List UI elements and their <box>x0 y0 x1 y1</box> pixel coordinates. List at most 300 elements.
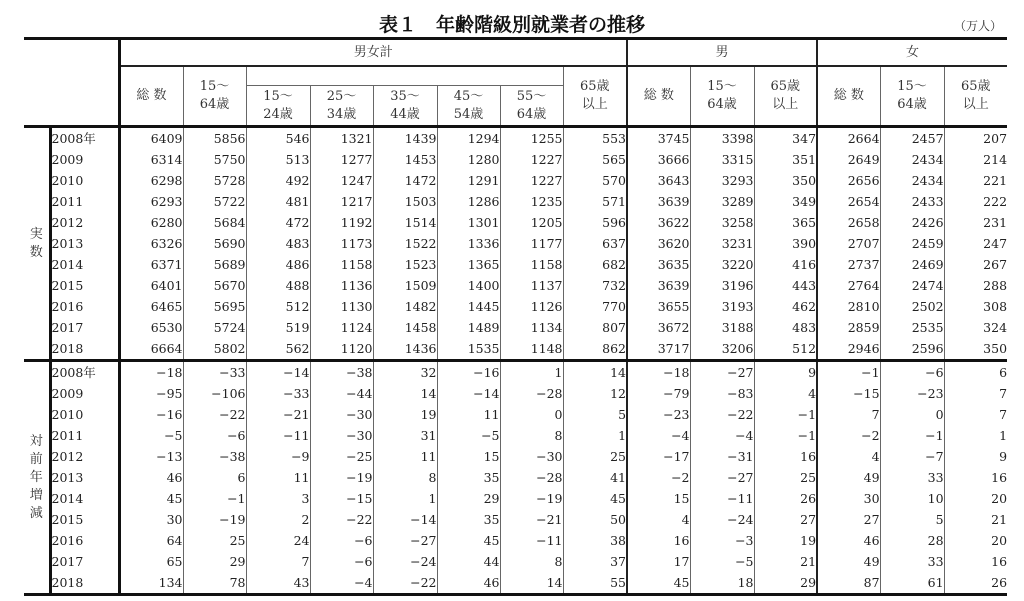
value-cell: −38 <box>183 446 246 467</box>
value-cell: −5 <box>119 425 183 446</box>
value-cell: −5 <box>437 425 500 446</box>
value-cell: 30 <box>817 488 880 509</box>
value-cell: 3643 <box>627 170 690 191</box>
value-cell: 481 <box>246 191 310 212</box>
value-cell: 350 <box>944 338 1007 361</box>
value-cell: 2946 <box>817 338 880 361</box>
value-cell: 7 <box>944 404 1007 425</box>
value-cell: 8 <box>373 467 437 488</box>
value-cell: 49 <box>817 551 880 572</box>
value-cell: 3639 <box>627 275 690 296</box>
value-cell: 486 <box>246 254 310 275</box>
header-male-65-over <box>754 66 817 127</box>
value-cell: −79 <box>627 383 690 404</box>
value-cell: 12 <box>563 383 627 404</box>
value-cell: −21 <box>246 404 310 425</box>
header-line: 65歳 <box>961 79 991 94</box>
value-cell: 347 <box>754 127 817 150</box>
value-cell: 1177 <box>500 233 563 254</box>
value-cell: 1227 <box>500 170 563 191</box>
value-cell: 1 <box>944 425 1007 446</box>
value-cell: −4 <box>627 425 690 446</box>
value-cell: 1134 <box>500 317 563 338</box>
value-cell: 2649 <box>817 149 880 170</box>
value-cell: −23 <box>627 404 690 425</box>
value-cell: 50 <box>563 509 627 530</box>
value-cell: 33 <box>880 551 944 572</box>
value-cell: 570 <box>563 170 627 191</box>
value-cell: 2457 <box>880 127 944 150</box>
value-cell: −11 <box>246 425 310 446</box>
value-cell: −13 <box>119 446 183 467</box>
value-cell: 8 <box>500 551 563 572</box>
value-cell: 462 <box>754 296 817 317</box>
table-row <box>24 467 1007 488</box>
value-cell: 222 <box>944 191 1007 212</box>
value-cell: 571 <box>563 191 627 212</box>
header-line: 以上 <box>581 97 608 112</box>
value-cell: 19 <box>754 530 817 551</box>
value-cell: 45 <box>627 572 690 595</box>
value-cell: 20 <box>944 530 1007 551</box>
value-cell: 18 <box>690 572 754 595</box>
value-cell: 3258 <box>690 212 754 233</box>
table-row <box>24 338 1007 361</box>
value-cell: 5695 <box>183 296 246 317</box>
value-cell: 2459 <box>880 233 944 254</box>
section-label-char: 対 <box>29 433 43 449</box>
value-cell: 61 <box>880 572 944 595</box>
value-cell: 3655 <box>627 296 690 317</box>
value-cell: 6 <box>944 361 1007 384</box>
value-cell: 6293 <box>119 191 183 212</box>
section-label-char: 数 <box>29 244 43 260</box>
header-male-total: 総 数 <box>627 66 690 127</box>
value-cell: −83 <box>690 383 754 404</box>
value-cell: −33 <box>183 361 246 384</box>
value-cell: −27 <box>690 467 754 488</box>
value-cell: 3398 <box>690 127 754 150</box>
value-cell: −4 <box>310 572 373 595</box>
value-cell: −1 <box>183 488 246 509</box>
value-cell: 35 <box>437 467 500 488</box>
value-cell: 6326 <box>119 233 183 254</box>
value-cell: 38 <box>563 530 627 551</box>
value-cell: 1217 <box>310 191 373 212</box>
value-cell: −17 <box>627 446 690 467</box>
value-cell: 472 <box>246 212 310 233</box>
table-row <box>24 212 1007 233</box>
value-cell: 43 <box>246 572 310 595</box>
value-cell: 2737 <box>817 254 880 275</box>
section-label-char: 実 <box>29 226 43 242</box>
value-cell: −19 <box>500 488 563 509</box>
header-age-25-34 <box>310 86 373 127</box>
value-cell: 25 <box>183 530 246 551</box>
value-cell: 3639 <box>627 191 690 212</box>
value-cell: 2434 <box>880 149 944 170</box>
value-cell: 6280 <box>119 212 183 233</box>
header-line: 64歳 <box>897 97 927 112</box>
value-cell: −21 <box>500 509 563 530</box>
value-cell: −19 <box>183 509 246 530</box>
header-line: 15～ <box>707 79 737 94</box>
value-cell: 5 <box>880 509 944 530</box>
table-row <box>24 404 1007 425</box>
value-cell: 221 <box>944 170 1007 191</box>
value-cell: −1 <box>754 404 817 425</box>
value-cell: 45 <box>563 488 627 509</box>
value-cell: 1535 <box>437 338 500 361</box>
value-cell: −27 <box>690 361 754 384</box>
value-cell: 565 <box>563 149 627 170</box>
value-cell: 6401 <box>119 275 183 296</box>
value-cell: −22 <box>373 572 437 595</box>
header-age-55-64 <box>500 86 563 127</box>
header-total-all: 総 数 <box>119 66 183 127</box>
value-cell: 31 <box>373 425 437 446</box>
value-cell: 30 <box>119 509 183 530</box>
value-cell: 26 <box>754 488 817 509</box>
value-cell: 6465 <box>119 296 183 317</box>
value-cell: 1482 <box>373 296 437 317</box>
value-cell: 4 <box>754 383 817 404</box>
value-cell: 770 <box>563 296 627 317</box>
value-cell: 267 <box>944 254 1007 275</box>
value-cell: −16 <box>119 404 183 425</box>
value-cell: −22 <box>310 509 373 530</box>
year-cell: 2008年 <box>50 361 119 384</box>
value-cell: 46 <box>817 530 880 551</box>
value-cell: −24 <box>373 551 437 572</box>
value-cell: 1277 <box>310 149 373 170</box>
value-cell: 8 <box>500 425 563 446</box>
value-cell: 1286 <box>437 191 500 212</box>
value-cell: −14 <box>246 361 310 384</box>
value-cell: 7 <box>944 383 1007 404</box>
value-cell: 1126 <box>500 296 563 317</box>
value-cell: 1522 <box>373 233 437 254</box>
value-cell: 6 <box>183 467 246 488</box>
value-cell: −6 <box>880 361 944 384</box>
value-cell: 1365 <box>437 254 500 275</box>
value-cell: −33 <box>246 383 310 404</box>
value-cell: 1523 <box>373 254 437 275</box>
value-cell: −28 <box>500 467 563 488</box>
value-cell: 1445 <box>437 296 500 317</box>
year-cell: 2013 <box>50 467 119 488</box>
value-cell: 3 <box>246 488 310 509</box>
value-cell: −22 <box>690 404 754 425</box>
year-cell: 2011 <box>50 425 119 446</box>
value-cell: 2859 <box>817 317 880 338</box>
value-cell: −28 <box>500 383 563 404</box>
header-line: 54歳 <box>453 106 484 122</box>
value-cell: 45 <box>437 530 500 551</box>
value-cell: 3666 <box>627 149 690 170</box>
value-cell: 351 <box>754 149 817 170</box>
value-cell: 637 <box>563 233 627 254</box>
value-cell: 3193 <box>690 296 754 317</box>
year-cell: 2012 <box>50 446 119 467</box>
value-cell: 2 <box>246 509 310 530</box>
value-cell: −31 <box>690 446 754 467</box>
table-row <box>24 425 1007 446</box>
value-cell: −30 <box>310 404 373 425</box>
value-cell: 1503 <box>373 191 437 212</box>
value-cell: 0 <box>880 404 944 425</box>
value-cell: 3622 <box>627 212 690 233</box>
header-age-35-44 <box>373 86 437 127</box>
value-cell: 4 <box>817 446 880 467</box>
value-cell: 6371 <box>119 254 183 275</box>
value-cell: 488 <box>246 275 310 296</box>
value-cell: 231 <box>944 212 1007 233</box>
value-cell: 28 <box>880 530 944 551</box>
table-row <box>24 296 1007 317</box>
value-cell: 416 <box>754 254 817 275</box>
value-cell: −1 <box>754 425 817 446</box>
value-cell: 3745 <box>627 127 690 150</box>
value-cell: 3188 <box>690 317 754 338</box>
header-male-15-64 <box>690 66 754 127</box>
year-cell: 2017 <box>50 551 119 572</box>
value-cell: −6 <box>183 425 246 446</box>
value-cell: −44 <box>310 383 373 404</box>
header-age-45-54 <box>437 86 500 127</box>
year-cell: 2017 <box>50 317 119 338</box>
value-cell: 7 <box>246 551 310 572</box>
value-cell: 21 <box>944 509 1007 530</box>
section-label-actual <box>24 127 50 361</box>
header-age-15-64 <box>183 66 246 127</box>
value-cell: 3620 <box>627 233 690 254</box>
value-cell: 45 <box>119 488 183 509</box>
header-line: 25～ <box>326 88 357 104</box>
year-cell: 2012 <box>50 212 119 233</box>
table-row <box>24 572 1007 595</box>
value-cell: 2707 <box>817 233 880 254</box>
value-cell: 1 <box>563 425 627 446</box>
year-cell: 2014 <box>50 254 119 275</box>
value-cell: −30 <box>310 425 373 446</box>
header-female-65-over <box>944 66 1007 127</box>
value-cell: 1227 <box>500 149 563 170</box>
year-cell: 2014 <box>50 488 119 509</box>
value-cell: 1294 <box>437 127 500 150</box>
value-cell: 1158 <box>310 254 373 275</box>
value-cell: 0 <box>500 404 563 425</box>
header-line: 55～ <box>516 88 547 104</box>
value-cell: −106 <box>183 383 246 404</box>
value-cell: 2764 <box>817 275 880 296</box>
value-cell: 65 <box>119 551 183 572</box>
value-cell: 3717 <box>627 338 690 361</box>
value-cell: 1509 <box>373 275 437 296</box>
value-cell: 3289 <box>690 191 754 212</box>
value-cell: 49 <box>817 467 880 488</box>
value-cell: 2596 <box>880 338 944 361</box>
value-cell: 365 <box>754 212 817 233</box>
table-row <box>24 551 1007 572</box>
value-cell: 87 <box>817 572 880 595</box>
section-label-yoy-change <box>24 361 50 595</box>
value-cell: 9 <box>944 446 1007 467</box>
value-cell: 29 <box>437 488 500 509</box>
value-cell: −14 <box>437 383 500 404</box>
year-cell: 2016 <box>50 530 119 551</box>
header-line: 15～ <box>263 88 293 104</box>
value-cell: 1458 <box>373 317 437 338</box>
header-line: 以上 <box>772 97 799 112</box>
value-cell: 9 <box>754 361 817 384</box>
value-cell: 1291 <box>437 170 500 191</box>
value-cell: −11 <box>500 530 563 551</box>
value-cell: 15 <box>437 446 500 467</box>
value-cell: 562 <box>246 338 310 361</box>
value-cell: 1137 <box>500 275 563 296</box>
value-cell: 1453 <box>373 149 437 170</box>
value-cell: −15 <box>310 488 373 509</box>
value-cell: 1280 <box>437 149 500 170</box>
value-cell: −7 <box>880 446 944 467</box>
year-cell: 2015 <box>50 509 119 530</box>
value-cell: 10 <box>880 488 944 509</box>
value-cell: −23 <box>880 383 944 404</box>
value-cell: 37 <box>563 551 627 572</box>
value-cell: 14 <box>373 383 437 404</box>
value-cell: 134 <box>119 572 183 595</box>
value-cell: 1120 <box>310 338 373 361</box>
value-cell: 1301 <box>437 212 500 233</box>
value-cell: 1336 <box>437 233 500 254</box>
value-cell: −2 <box>817 425 880 446</box>
value-cell: −15 <box>817 383 880 404</box>
value-cell: 1158 <box>500 254 563 275</box>
value-cell: 2810 <box>817 296 880 317</box>
value-cell: 5690 <box>183 233 246 254</box>
value-cell: −1 <box>880 425 944 446</box>
header-line: 34歳 <box>326 106 357 122</box>
value-cell: 1439 <box>373 127 437 150</box>
table-row <box>24 275 1007 296</box>
value-cell: −3 <box>690 530 754 551</box>
header-line: 15～ <box>897 79 927 94</box>
table-row <box>24 191 1007 212</box>
value-cell: 1130 <box>310 296 373 317</box>
value-cell: −9 <box>246 446 310 467</box>
value-cell: 2535 <box>880 317 944 338</box>
header-line: 65歳 <box>579 79 610 94</box>
value-cell: 2474 <box>880 275 944 296</box>
value-cell: 553 <box>563 127 627 150</box>
value-cell: 807 <box>563 317 627 338</box>
value-cell: 513 <box>246 149 310 170</box>
value-cell: 3315 <box>690 149 754 170</box>
value-cell: 1136 <box>310 275 373 296</box>
year-cell: 2018 <box>50 572 119 595</box>
value-cell: 247 <box>944 233 1007 254</box>
value-cell: 35 <box>437 509 500 530</box>
section-label-char: 減 <box>29 505 43 521</box>
value-cell: 3220 <box>690 254 754 275</box>
value-cell: 4 <box>627 509 690 530</box>
value-cell: 2656 <box>817 170 880 191</box>
value-cell: 16 <box>627 530 690 551</box>
value-cell: 324 <box>944 317 1007 338</box>
value-cell: 492 <box>246 170 310 191</box>
value-cell: −22 <box>183 404 246 425</box>
value-cell: 443 <box>754 275 817 296</box>
value-cell: 3672 <box>627 317 690 338</box>
employment-table <box>24 37 1007 596</box>
value-cell: 11 <box>437 404 500 425</box>
table-row <box>24 149 1007 170</box>
unit-label: （万人） <box>953 19 1002 33</box>
value-cell: 2664 <box>817 127 880 150</box>
value-cell: 1148 <box>500 338 563 361</box>
value-cell: 16 <box>944 467 1007 488</box>
value-cell: −18 <box>119 361 183 384</box>
section-label-char: 前 <box>29 451 43 467</box>
value-cell: 32 <box>373 361 437 384</box>
year-cell: 2009 <box>50 383 119 404</box>
value-cell: 1 <box>500 361 563 384</box>
value-cell: 5802 <box>183 338 246 361</box>
value-cell: 5 <box>563 404 627 425</box>
value-cell: 862 <box>563 338 627 361</box>
value-cell: 3293 <box>690 170 754 191</box>
year-cell: 2016 <box>50 296 119 317</box>
value-cell: 27 <box>817 509 880 530</box>
value-cell: 1124 <box>310 317 373 338</box>
header-line: 45～ <box>453 88 484 104</box>
value-cell: −19 <box>310 467 373 488</box>
value-cell: 512 <box>246 296 310 317</box>
year-cell: 2009 <box>50 149 119 170</box>
value-cell: 2426 <box>880 212 944 233</box>
value-cell: 1321 <box>310 127 373 150</box>
value-cell: 732 <box>563 275 627 296</box>
value-cell: 308 <box>944 296 1007 317</box>
value-cell: 1235 <box>500 191 563 212</box>
value-cell: 1514 <box>373 212 437 233</box>
value-cell: 29 <box>183 551 246 572</box>
value-cell: 5684 <box>183 212 246 233</box>
value-cell: 1247 <box>310 170 373 191</box>
value-cell: 44 <box>437 551 500 572</box>
header-line: 64歳 <box>199 97 230 112</box>
value-cell: 5670 <box>183 275 246 296</box>
section-label-char: 年 <box>29 469 43 485</box>
value-cell: 5728 <box>183 170 246 191</box>
table-row <box>24 446 1007 467</box>
value-cell: 596 <box>563 212 627 233</box>
value-cell: 2469 <box>880 254 944 275</box>
value-cell: 6298 <box>119 170 183 191</box>
header-line: 64歳 <box>516 106 547 122</box>
value-cell: 288 <box>944 275 1007 296</box>
value-cell: 25 <box>754 467 817 488</box>
value-cell: 546 <box>246 127 310 150</box>
year-cell: 2015 <box>50 275 119 296</box>
header-subgroup-spacer <box>246 66 563 86</box>
value-cell: 483 <box>754 317 817 338</box>
table-row <box>24 170 1007 191</box>
value-cell: 1 <box>373 488 437 509</box>
table-row <box>24 488 1007 509</box>
value-cell: 5722 <box>183 191 246 212</box>
